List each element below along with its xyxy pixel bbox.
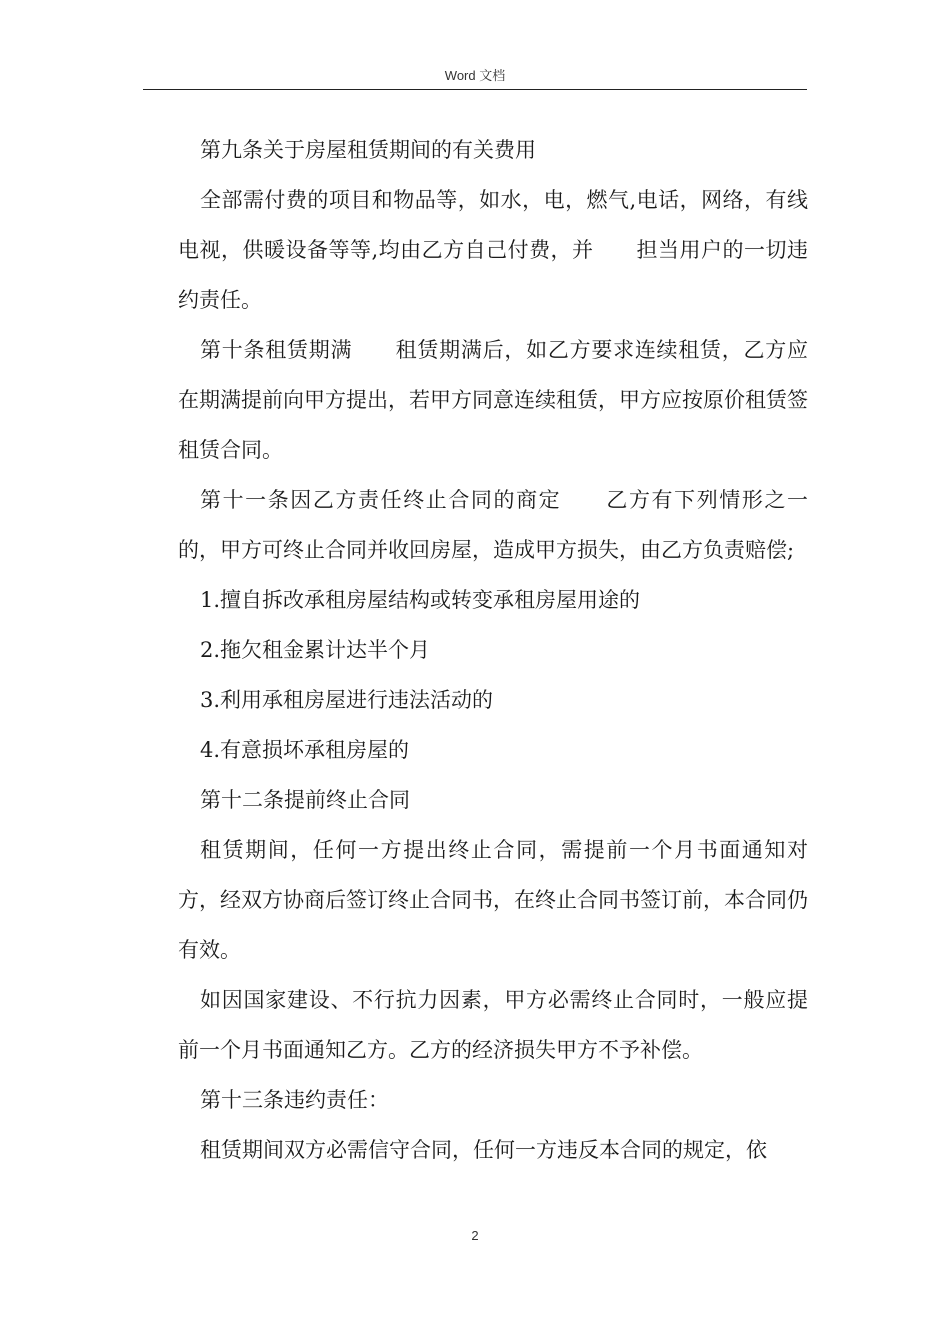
paragraph-article-13-title: 第十三条违约责任： (200, 1088, 389, 1112)
page-footer (0, 1228, 950, 1243)
list-item-4: 4.有意损坏承租房屋的 (200, 738, 410, 762)
paragraph-article-13-body: 租赁期间双方必需信守合同，任何一方违反本合同的规定，依 (200, 1138, 767, 1162)
paragraph-article-12-force-majeure: 如因国家建设、不行抗力因素，甲方必需终止合同时，一般应提前一个月书面通知乙方。乙方的经济损失甲方不予补偿。 (178, 988, 808, 1062)
list-item-1: 1.擅自拆改承租房屋结构或转变承租房屋用途的 (200, 588, 641, 612)
paragraph-article-12-title: 第十二条提前终止合同 (200, 788, 410, 812)
paragraph-article-9-title: 第九条关于房屋租赁期间的有关费用 (200, 138, 536, 162)
list-item-2: 2.拖欠租金累计达半个月 (200, 638, 431, 662)
document-body (178, 125, 808, 1175)
paragraph-article-9-body: 全部需付费的项目和物品等，如水，电，燃气,电话，网络，有线电视，供暖设备等等,均由乙方自己付费，并 担当用户的一切违约责任。 (178, 188, 808, 312)
page-number: 2 (471, 1228, 479, 1243)
page-header (143, 66, 807, 90)
paragraph-article-10: 第十条租赁期满 租赁期满后，如乙方要求连续租赁，乙方应在期满提前向甲方提出，若甲方同意连续租赁，甲方应按原价租赁签租赁合同。 (178, 338, 808, 462)
list-item-3: 3.利用承租房屋进行违法活动的 (200, 688, 494, 712)
header-title: Word 文档 (444, 68, 506, 83)
paragraph-article-12-body: 租赁期间，任何一方提出终止合同，需提前一个月书面通知对方，经双方协商后签订终止合同书，在终止合同书签订前，本合同仍有效。 (178, 838, 808, 962)
paragraph-article-11: 第十一条因乙方责任终止合同的商定 乙方有下列情形之一的，甲方可终止合同并收回房屋，造成甲方损失，由乙方负责赔偿; (178, 488, 808, 562)
